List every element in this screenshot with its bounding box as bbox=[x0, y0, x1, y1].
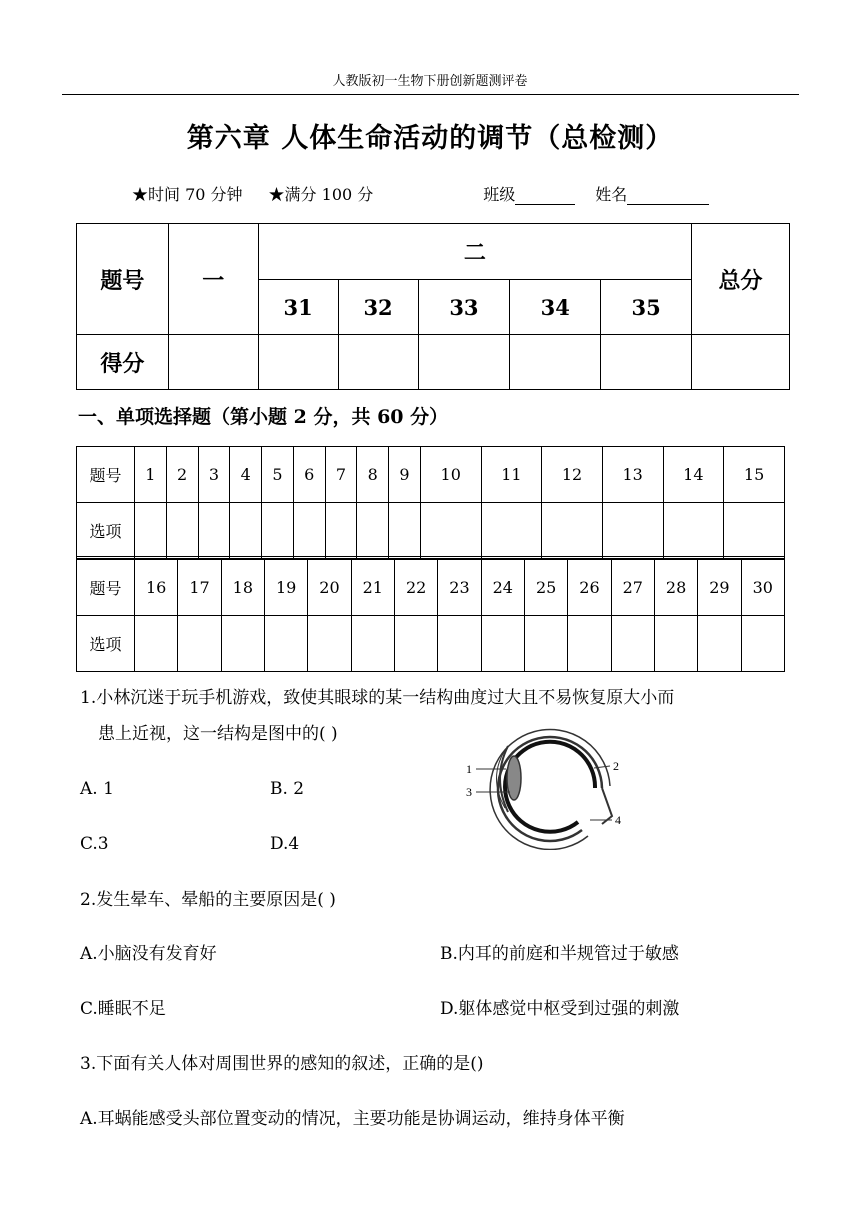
answer-cell[interactable] bbox=[308, 616, 351, 672]
score-cell[interactable] bbox=[168, 335, 258, 390]
lens-shape bbox=[507, 756, 521, 800]
answer-cell[interactable] bbox=[293, 503, 325, 559]
answer-cell[interactable] bbox=[524, 616, 567, 672]
answer-cell[interactable] bbox=[438, 616, 481, 672]
question-number: 27 bbox=[611, 560, 654, 616]
answer-cell[interactable] bbox=[325, 503, 357, 559]
answer-cell[interactable] bbox=[394, 616, 437, 672]
question-2-option-a[interactable]: A.小脑没有发育好 bbox=[80, 944, 217, 964]
question-number: 19 bbox=[264, 560, 307, 616]
answer-cell[interactable] bbox=[481, 616, 524, 672]
answer-grid-1 bbox=[76, 446, 785, 559]
question-2-stem: 2.发生晕车、晕船的主要原因是( ) bbox=[80, 890, 336, 910]
question-number: 16 bbox=[135, 560, 178, 616]
question-number: 9 bbox=[389, 447, 421, 503]
grid-separator bbox=[76, 556, 785, 557]
answer-cell[interactable] bbox=[542, 503, 603, 559]
question-number: 12 bbox=[542, 447, 603, 503]
score-table-q34: 34 bbox=[510, 280, 601, 335]
question-number: 21 bbox=[351, 560, 394, 616]
question-3-stem: 3.下面有关人体对周围世界的感知的叙述，正确的是() bbox=[80, 1054, 484, 1074]
question-number: 18 bbox=[221, 560, 264, 616]
document-title: 第六章 人体生命活动的调节（总检测） bbox=[186, 123, 674, 154]
answer-cell[interactable] bbox=[198, 503, 230, 559]
question-number: 8 bbox=[357, 447, 389, 503]
question-number: 24 bbox=[481, 560, 524, 616]
answer-grid-2 bbox=[76, 559, 785, 672]
score-table-q32: 32 bbox=[338, 280, 418, 335]
question-number: 25 bbox=[524, 560, 567, 616]
score-table-q33: 33 bbox=[418, 280, 510, 335]
score-table-total: 总分 bbox=[692, 224, 790, 335]
question-number: 1 bbox=[135, 447, 167, 503]
answer-cell[interactable] bbox=[264, 616, 307, 672]
name-blank[interactable] bbox=[627, 186, 709, 205]
answer-grid-option-label: 选项 bbox=[77, 616, 135, 672]
question-number: 30 bbox=[741, 560, 784, 616]
answer-cell[interactable] bbox=[166, 503, 198, 559]
answer-cell[interactable] bbox=[420, 503, 481, 559]
question-2-option-b[interactable]: B.内耳的前庭和半规管过于敏感 bbox=[440, 944, 679, 964]
eyeball-diagram bbox=[462, 720, 632, 850]
question-number: 5 bbox=[262, 447, 294, 503]
question-2-option-c[interactable]: C.睡眠不足 bbox=[80, 999, 166, 1019]
question-3-option-a[interactable]: A.耳蜗能感受头部位置变动的情况，主要功能是协调运动，维持身体平衡 bbox=[80, 1109, 625, 1129]
figure-label-4: 4 bbox=[615, 813, 621, 827]
question-number: 22 bbox=[394, 560, 437, 616]
answer-grid-number-label: 题号 bbox=[77, 447, 135, 503]
answer-cell[interactable] bbox=[135, 616, 178, 672]
page-header-title: 人教版初一生物下册创新题测评卷 bbox=[332, 74, 528, 89]
question-number: 4 bbox=[230, 447, 262, 503]
score-cell[interactable] bbox=[258, 335, 338, 390]
score-cell[interactable] bbox=[510, 335, 601, 390]
question-number: 11 bbox=[481, 447, 542, 503]
answer-cell[interactable] bbox=[602, 503, 663, 559]
answer-cell[interactable] bbox=[221, 616, 264, 672]
score-cell[interactable] bbox=[601, 335, 692, 390]
header-rule bbox=[62, 94, 799, 95]
answer-cell[interactable] bbox=[389, 503, 421, 559]
answer-cell[interactable] bbox=[262, 503, 294, 559]
score-table bbox=[76, 223, 790, 390]
section-1-title: 一、单项选择题（第小题 2 分，共 60 分） bbox=[78, 406, 449, 428]
question-number: 15 bbox=[724, 447, 785, 503]
time-info: ★时间 70 分钟 bbox=[132, 185, 243, 204]
question-number: 29 bbox=[698, 560, 741, 616]
answer-cell[interactable] bbox=[178, 616, 221, 672]
question-1-stem-line1: 1.小林沉迷于玩手机游戏，致使其眼球的某一结构曲度过大且不易恢复原大小而 bbox=[80, 688, 675, 708]
question-number: 20 bbox=[308, 560, 351, 616]
answer-cell[interactable] bbox=[351, 616, 394, 672]
answer-grid-option-row bbox=[77, 616, 785, 672]
answer-cell[interactable] bbox=[135, 503, 167, 559]
question-number: 3 bbox=[198, 447, 230, 503]
score-table-q35: 35 bbox=[601, 280, 692, 335]
question-1-option-b[interactable]: B. 2 bbox=[270, 779, 305, 799]
answer-cell[interactable] bbox=[357, 503, 389, 559]
score-table-q31: 31 bbox=[258, 280, 338, 335]
score-table-part2: 二 bbox=[258, 224, 691, 280]
answer-grid-number-row bbox=[77, 447, 785, 503]
question-number: 10 bbox=[420, 447, 481, 503]
question-1-stem-line2: 患上近视，这一结构是图中的( ) bbox=[98, 724, 338, 744]
score-table-number-label: 题号 bbox=[77, 224, 169, 335]
score-cell[interactable] bbox=[418, 335, 510, 390]
question-1-option-d[interactable]: D.4 bbox=[270, 834, 300, 854]
answer-grid-number-row bbox=[77, 560, 785, 616]
figure-label-3: 3 bbox=[466, 785, 472, 799]
answer-grid-option-row bbox=[77, 503, 785, 559]
question-number: 2 bbox=[166, 447, 198, 503]
answer-cell[interactable] bbox=[481, 503, 542, 559]
meta-line bbox=[132, 182, 709, 205]
question-number: 23 bbox=[438, 560, 481, 616]
answer-cell[interactable] bbox=[663, 503, 724, 559]
score-cell[interactable] bbox=[338, 335, 418, 390]
score-table-part1: 一 bbox=[168, 224, 258, 335]
question-number: 26 bbox=[568, 560, 611, 616]
name-label: 姓名 bbox=[595, 185, 628, 204]
class-label: 班级 bbox=[483, 185, 516, 204]
answer-grid-option-label: 选项 bbox=[77, 503, 135, 559]
answer-cell[interactable] bbox=[611, 616, 654, 672]
question-number: 14 bbox=[663, 447, 724, 503]
question-number: 6 bbox=[293, 447, 325, 503]
question-1-option-c[interactable]: C.3 bbox=[80, 834, 109, 854]
answer-cell[interactable] bbox=[698, 616, 741, 672]
question-number: 7 bbox=[325, 447, 357, 503]
question-2-option-d[interactable]: D.躯体感觉中枢受到过强的刺激 bbox=[440, 999, 680, 1019]
question-number: 17 bbox=[178, 560, 221, 616]
question-number: 13 bbox=[602, 447, 663, 503]
figure-label-2: 2 bbox=[613, 759, 619, 773]
question-number: 28 bbox=[654, 560, 697, 616]
answer-cell[interactable] bbox=[741, 616, 784, 672]
score-table-row-label: 得分 bbox=[77, 335, 169, 390]
figure-label-1: 1 bbox=[466, 762, 472, 776]
answer-cell[interactable] bbox=[654, 616, 697, 672]
answer-cell[interactable] bbox=[568, 616, 611, 672]
answer-cell[interactable] bbox=[230, 503, 262, 559]
answer-grid-number-label: 题号 bbox=[77, 560, 135, 616]
question-1-option-a[interactable]: A. 1 bbox=[80, 779, 114, 799]
score-info: ★满分 100 分 bbox=[268, 185, 374, 204]
class-blank[interactable] bbox=[515, 186, 575, 205]
score-cell[interactable] bbox=[692, 335, 790, 390]
answer-cell[interactable] bbox=[724, 503, 785, 559]
